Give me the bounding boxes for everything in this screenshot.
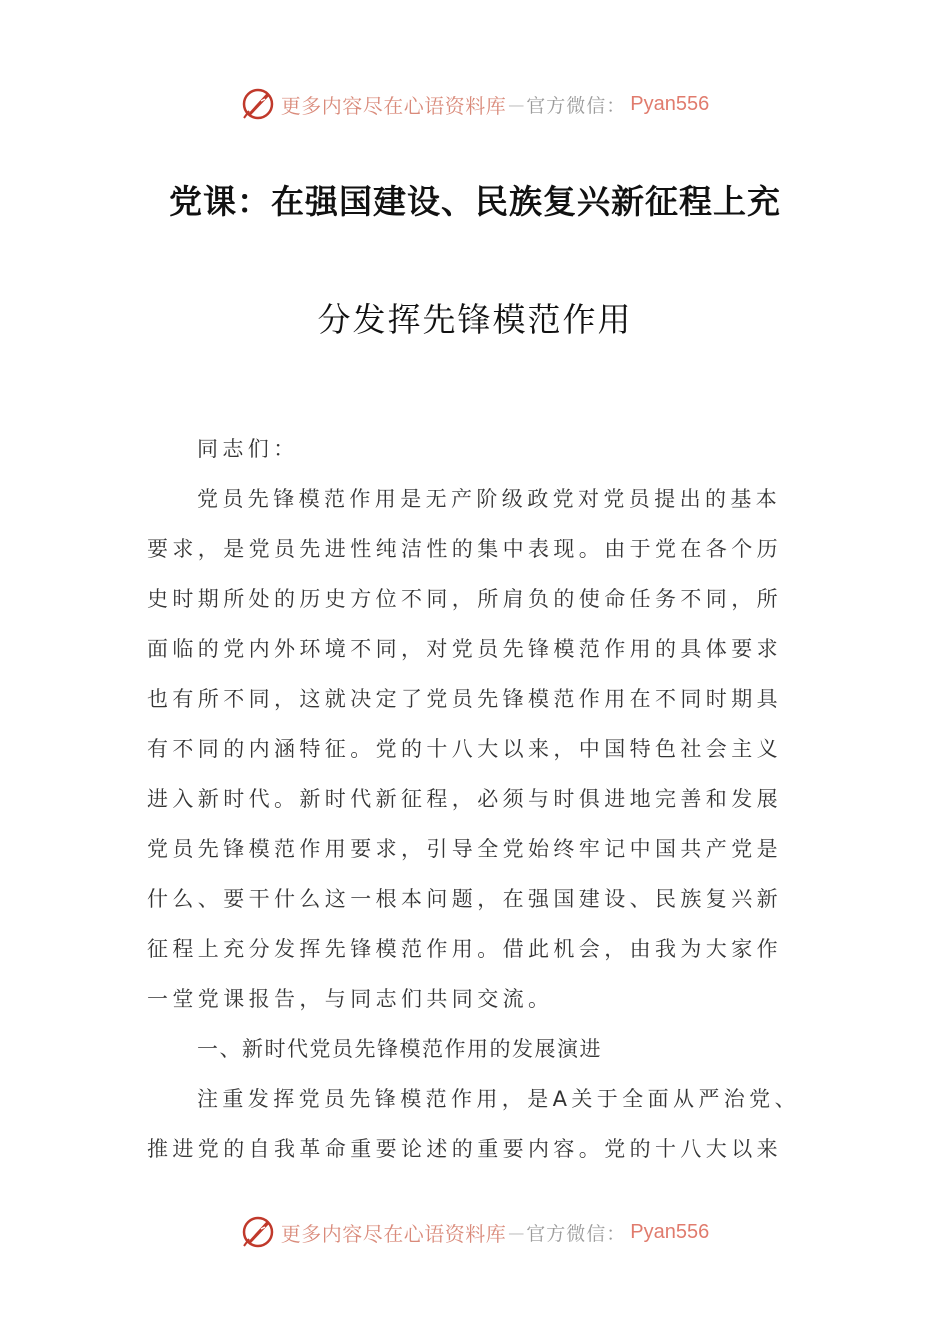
watermark-text: 更多内容尽在心语资料库 <box>280 93 507 118</box>
paragraph-line: 进入新时代。新时代新征程，必须与时俱进地完善和发展 <box>147 787 782 811</box>
quill-pen-icon <box>241 1215 275 1249</box>
paragraph-line: 征程上充分发挥先锋模范作用。借此机会，由我为大家作 <box>147 937 782 961</box>
document-title-line-1: 党课：在强国建设、民族复兴新征程上充 <box>169 182 781 221</box>
paragraph-line: 要求，是党员先进性纯洁性的集中表现。由于党在各个历 <box>147 537 782 561</box>
salutation: 同志们： <box>197 437 299 461</box>
wechat-label: 官方微信： <box>526 1222 627 1245</box>
quill-pen-icon <box>241 87 275 121</box>
paragraph-line: 有不同的内涵特征。党的十八大以来，中国特色社会主义 <box>147 737 782 761</box>
paragraph-line: 面临的党内外环境不同，对党员先锋模范作用的具体要求 <box>147 637 782 661</box>
paragraph-line: 推进党的自我革命重要论述的重要内容。党的十八大以来 <box>147 1137 782 1161</box>
paragraph-line: 党员先锋模范作用是无产阶级政党对党员提出的基本 <box>197 487 782 511</box>
footer-watermark <box>0 1212 950 1252</box>
paragraph-line: 党员先锋模范作用要求，引导全党始终牢记中国共产党是 <box>147 837 782 861</box>
paragraph-line: 也有所不同，这就决定了党员先锋模范作用在不同时期具 <box>147 687 782 711</box>
section-heading: 一、新时代党员先锋模范作用的发展演进 <box>197 1037 602 1061</box>
watermark-separator: — <box>508 94 525 114</box>
paragraph-line: 一堂党课报告，与同志们共同交流。 <box>147 987 554 1011</box>
wechat-label: 官方微信： <box>526 94 627 117</box>
paragraph-line: 注重发挥党员先锋模范作用，是A关于全面从严治党、 <box>197 1087 800 1111</box>
header-watermark <box>0 84 950 124</box>
document-title-line-2: 分发挥先锋模范作用 <box>317 300 633 339</box>
watermark-text: 更多内容尽在心语资料库 <box>280 1221 507 1246</box>
paragraph-line: 史时期所处的历史方位不同，所肩负的使命任务不同，所 <box>147 587 782 611</box>
wechat-account: Pyan556 <box>630 92 710 115</box>
paragraph-line: 什么、要干什么这一根本问题，在强国建设、民族复兴新 <box>147 887 782 911</box>
wechat-account: Pyan556 <box>630 1220 710 1243</box>
watermark-separator: — <box>508 1222 525 1242</box>
